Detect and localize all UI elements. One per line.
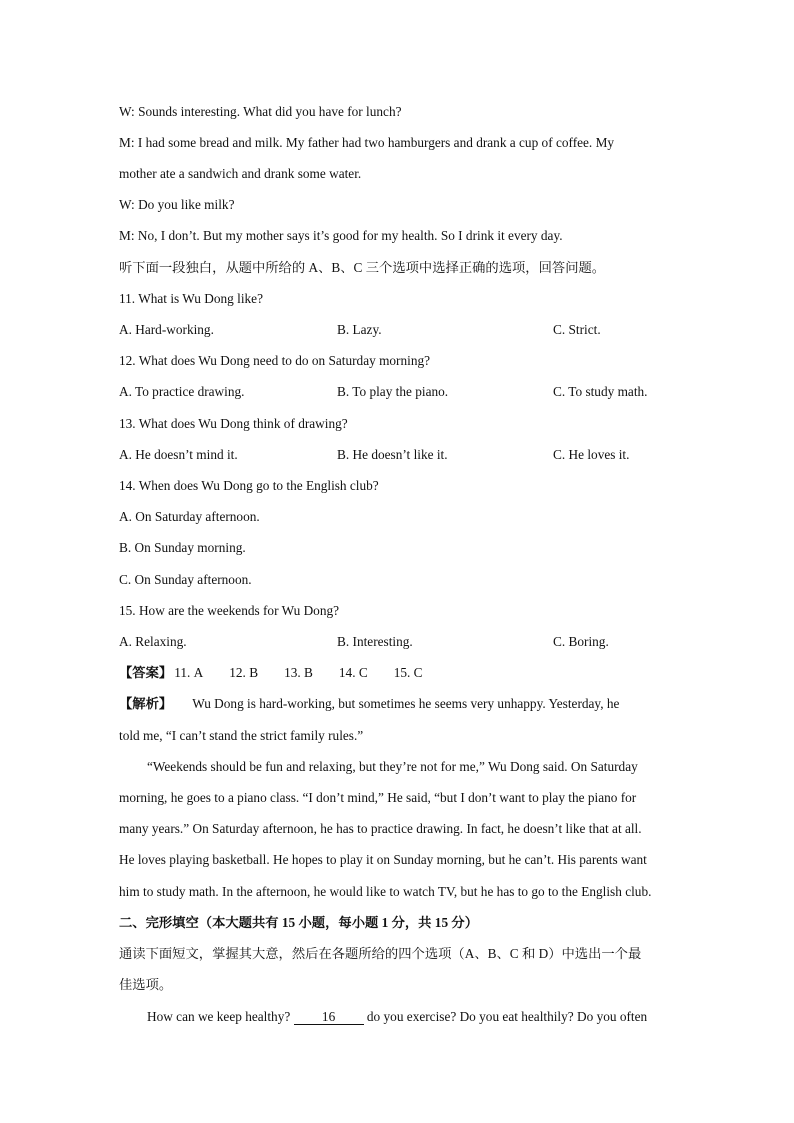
answer-item: 14. C (338, 665, 368, 680)
analysis-line: “Weekends should be fun and relaxing, but they’re not for me,” Wu Dong said. On Saturday (147, 759, 638, 774)
passage-text: How can we keep healthy? (147, 1009, 291, 1024)
option-b: B. Interesting. (337, 634, 413, 649)
option-a: A. He doesn’t mind it. (119, 447, 238, 462)
options-15 (0, 632, 794, 652)
analysis-first-line (119, 694, 619, 714)
answer-label: 【答案】 (119, 665, 173, 680)
analysis-line: He loves playing basketball. He hopes to play it on Sunday morning, but he can’t. His parents want (119, 852, 647, 867)
options-13 (0, 445, 794, 465)
passage-line (147, 1007, 647, 1027)
analysis-label: 【解析】 (119, 696, 173, 711)
option-c: C. Strict. (553, 322, 601, 337)
option-b: B. To play the piano. (337, 384, 449, 399)
answer-line (119, 663, 449, 683)
dialogue-line: W: Sounds interesting. What did you have for lunch? (119, 104, 402, 119)
option-a: A. Relaxing. (119, 634, 187, 649)
options-11 (0, 320, 794, 340)
question-15: 15. How are the weekends for Wu Dong? (119, 603, 340, 618)
answer-item: 11. A (174, 665, 204, 680)
section-instruction: 佳选项。 (119, 977, 173, 992)
option-c: C. On Sunday afternoon. (119, 572, 252, 587)
option-c: C. He loves it. (553, 447, 630, 462)
option-c: C. Boring. (553, 634, 609, 649)
section-instruction: 通读下面短文，掌握其大意，然后在各题所给的四个选项（A、B、C 和 D）中选出一个最 (119, 946, 642, 961)
blank-16: 16 (294, 1009, 364, 1025)
option-c: C. To study math. (553, 384, 648, 399)
dialogue-line: W: Do you like milk? (119, 197, 235, 212)
passage-text: do you exercise? Do you eat healthily? Do you often (366, 1009, 648, 1024)
question-14: 14. When does Wu Dong go to the English club? (119, 478, 379, 493)
answer-item: 15. C (393, 665, 423, 680)
analysis-line: morning, he goes to a piano class. “I don’t mind,” He said, “but I don’t want to play the piano for (119, 790, 637, 805)
monologue-instruction: 听下面一段独白，从题中所给的 A、B、C 三个选项中选择正确的选项，回答问题。 (119, 260, 606, 275)
option-a: A. To practice drawing. (119, 384, 245, 399)
options-12 (0, 382, 794, 402)
answer-item: 13. B (284, 665, 313, 680)
option-a: A. On Saturday afternoon. (119, 509, 260, 524)
option-a: A. Hard-working. (119, 322, 214, 337)
option-b: B. On Sunday morning. (119, 540, 246, 555)
section-heading: 二、完形填空（本大题共有 15 小题，每小题 1 分，共 15 分） (119, 915, 479, 930)
option-b: B. Lazy. (337, 322, 382, 337)
analysis-line: told me, “I can’t stand the strict family rules.” (119, 728, 364, 743)
option-b: B. He doesn’t like it. (337, 447, 448, 462)
analysis-line: many years.” On Saturday afternoon, he has to practice drawing. In fact, he doesn’t like that at all. (119, 821, 642, 836)
analysis-text: Wu Dong is hard-working, but sometimes he seems very unhappy. Yesterday, he (192, 696, 620, 711)
question-11: 11. What is Wu Dong like? (119, 291, 263, 306)
analysis-line: him to study math. In the afternoon, he would like to watch TV, but he has to go to the English club. (119, 884, 652, 899)
dialogue-line: M: No, I don’t. But my mother says it’s good for my health. So I drink it every day. (119, 228, 563, 243)
dialogue-line: M: I had some bread and milk. My father had two hamburgers and drank a cup of coffee. My (119, 135, 615, 150)
question-12: 12. What does Wu Dong need to do on Saturday morning? (119, 353, 431, 368)
question-13: 13. What does Wu Dong think of drawing? (119, 416, 348, 431)
answer-item: 12. B (229, 665, 259, 680)
dialogue-line: mother ate a sandwich and drank some water. (119, 166, 362, 181)
